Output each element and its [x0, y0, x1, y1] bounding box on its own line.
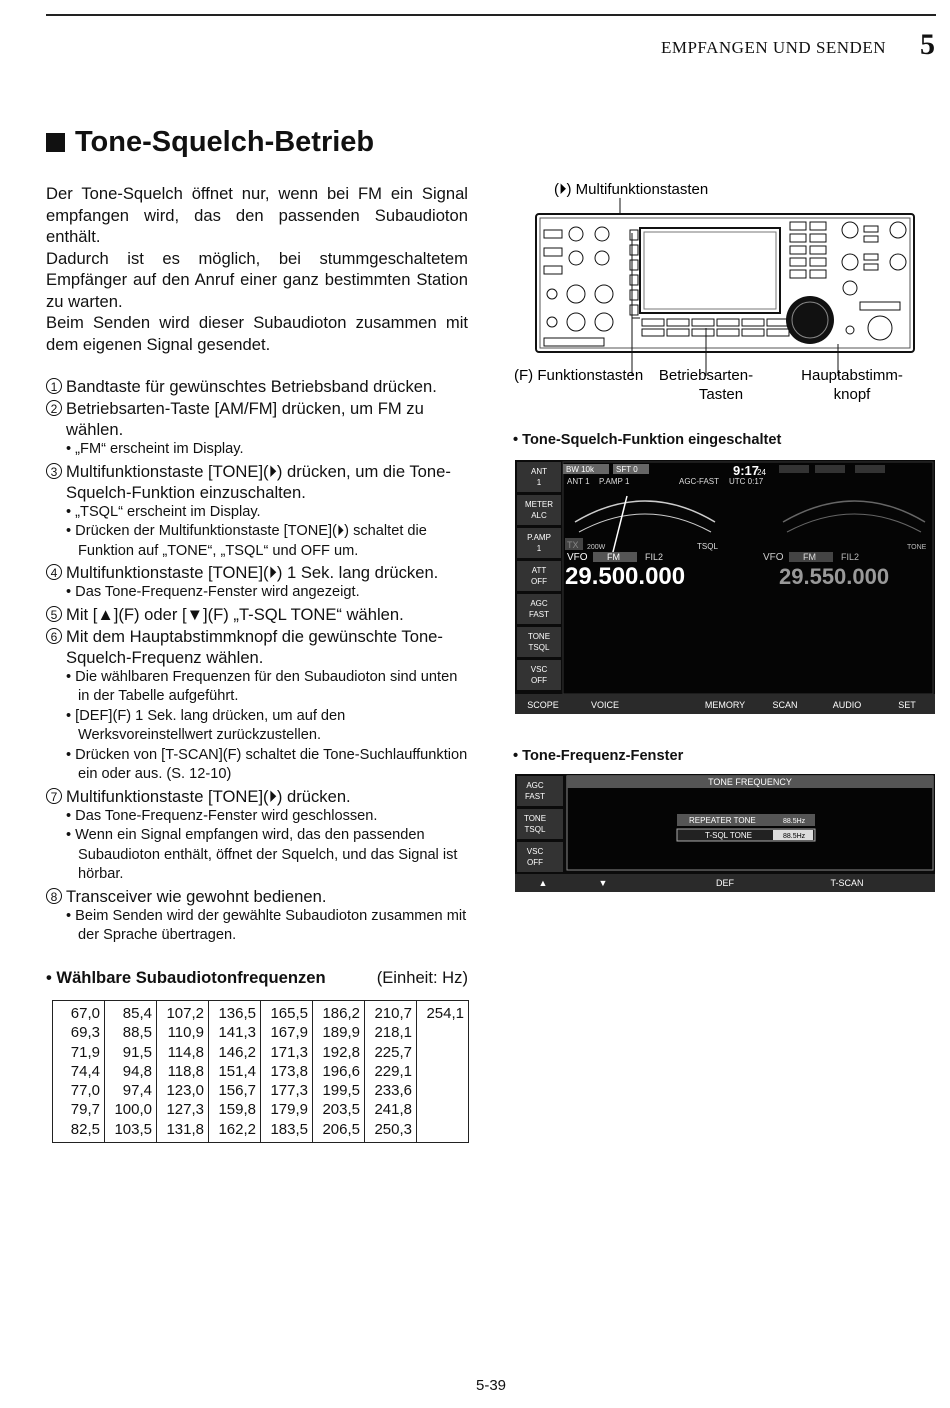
- step-number: 1: [46, 378, 62, 394]
- step-item: [46, 604, 468, 625]
- main-frequency: 29.500.000: [565, 563, 686, 590]
- t-scan-key: T-SCAN: [830, 878, 864, 888]
- table-cell: 71,9: [70, 1043, 100, 1061]
- step-text: Transceiver wie gewohnt bedienen.: [66, 886, 327, 906]
- step-number: 5: [46, 606, 62, 622]
- table-cell: 199,5: [322, 1082, 360, 1100]
- table-cell: 241,8: [374, 1101, 412, 1119]
- table-cell: 91,5: [122, 1043, 152, 1061]
- pamp-readout: P.AMP 1: [599, 477, 630, 486]
- table-cell: 229,1: [374, 1062, 412, 1080]
- table-cell: 171,3: [270, 1043, 308, 1061]
- step-note: • Das Tone-Frequenz-Fenster wird geschlossen.: [66, 807, 378, 824]
- label-function-keys: (F) Funktionstasten: [514, 367, 644, 384]
- square-bullet-icon: [46, 133, 65, 152]
- step-list: [46, 375, 468, 946]
- running-title: EMPFANGEN UND SENDEN: [660, 38, 886, 57]
- repeater-tone-value: 88.5Hz: [783, 818, 806, 825]
- table-cell: 177,3: [270, 1082, 308, 1100]
- section-title: Tone-Squelch-Betrieb: [75, 126, 375, 158]
- table-cell: [421, 1023, 464, 1042]
- table-cell: 131,8: [166, 1120, 204, 1138]
- table-cell: [421, 1100, 464, 1119]
- step-number: 7: [46, 788, 62, 804]
- table-cell: 136,5: [218, 1005, 256, 1022]
- table-cell: 74,4: [70, 1062, 100, 1080]
- tone-indicator: TONE: [907, 544, 927, 551]
- softkey-label: P.AMP: [527, 533, 551, 542]
- clock-seconds: 24: [757, 468, 766, 477]
- table-cell: 192,8: [322, 1043, 360, 1061]
- table-cell: [421, 1062, 464, 1081]
- softkey-label: AGC: [526, 781, 544, 790]
- step-item: [46, 626, 468, 668]
- softkey-label: TONE: [523, 814, 547, 823]
- table-column: [313, 1001, 365, 1143]
- table-column: [261, 1001, 313, 1143]
- step-item: [46, 376, 468, 397]
- tone-frequency-window-screenshot: [515, 774, 935, 892]
- softkey-label: ANT: [531, 467, 547, 476]
- softkey-value: FAST: [528, 610, 550, 619]
- table-cell: 183,5: [270, 1120, 308, 1138]
- table-cell: 151,4: [218, 1062, 256, 1080]
- frequency-table: [52, 1000, 469, 1143]
- table-cell: 210,7: [374, 1005, 412, 1022]
- table-column: [365, 1001, 417, 1143]
- table-cell: 203,5: [322, 1101, 360, 1119]
- softkey-value: 1: [536, 544, 542, 553]
- label-multifunction-keys: (⏵) Multifunktionstasten: [554, 181, 709, 198]
- def-key: DEF: [716, 878, 734, 888]
- table-cell: 123,0: [166, 1082, 204, 1100]
- step-item: [46, 562, 468, 583]
- table-cell: 103,5: [114, 1120, 152, 1138]
- tx-indicator: TX: [567, 540, 579, 550]
- function-key-voice: VOICE: [590, 700, 620, 710]
- table-cell: [421, 1120, 464, 1139]
- filter-label: FIL2: [645, 552, 664, 562]
- up-key: ▲: [538, 878, 548, 888]
- figure2-caption: • Tone-Squelch-Funktion eingeschaltet: [513, 432, 782, 448]
- table-cell: 94,8: [122, 1062, 152, 1080]
- sub-vfo-label: VFO: [763, 552, 784, 563]
- step-note: • Drücken von [T-SCAN](F) schaltet die Tone-Suchlauffunktion ein oder aus. (S. 12-10): [66, 746, 468, 782]
- softkey-label: VSC: [530, 665, 548, 674]
- table-cell: 179,9: [270, 1101, 308, 1119]
- function-key-memory: MEMORY: [704, 700, 746, 710]
- step-number: 6: [46, 628, 62, 644]
- softkey-value: TSQL: [528, 643, 550, 652]
- softkey-label: AGC: [530, 599, 548, 608]
- step-item: [46, 886, 468, 907]
- softkey-label: METER: [525, 500, 553, 509]
- step-note: • Die wählbaren Frequenzen für den Subaudioton sind unten in der Tabelle aufgeführt.: [66, 668, 458, 704]
- softkey-value: OFF: [531, 676, 547, 685]
- radio-display: [640, 228, 780, 313]
- table-cell: 88,5: [122, 1024, 152, 1042]
- power-readout: 200W: [587, 544, 606, 551]
- step-note-text: „TSQL“ erscheint im Display.: [75, 503, 261, 520]
- table-cell: 186,2: [322, 1005, 360, 1022]
- table-cell: 97,4: [122, 1082, 152, 1100]
- step-text: Mit [▲](F) oder [▼](F) „T-SQL TONE“ wählen.: [66, 604, 404, 624]
- step-note: • „TSQL“ erscheint im Display.: [66, 503, 261, 520]
- table-cell: 77,0: [70, 1082, 100, 1100]
- function-key-set: SET: [898, 700, 916, 710]
- step-item: [46, 398, 468, 440]
- step-note-text: Das Tone-Frequenz-Fenster wird angezeigt.: [75, 584, 360, 600]
- table-column: [105, 1001, 157, 1143]
- table-cell: 127,3: [166, 1101, 204, 1119]
- table-cell: 107,2: [166, 1005, 204, 1022]
- table-column: [417, 1001, 469, 1143]
- table-heading: [46, 968, 468, 988]
- table-column: [209, 1001, 261, 1143]
- chapter-number: 5: [920, 28, 935, 61]
- tsql-indicator: TSQL: [697, 542, 718, 551]
- main-tuning-knob: [786, 296, 834, 344]
- section-heading: [46, 126, 374, 159]
- table-cell: 114,8: [167, 1043, 204, 1061]
- page-number: 5-39: [476, 1377, 507, 1394]
- table-cell: 159,8: [218, 1101, 256, 1119]
- table-cell: 167,9: [270, 1024, 308, 1042]
- sft-readout: SFT 0: [616, 465, 638, 474]
- table-cell: 250,3: [374, 1120, 412, 1138]
- step-note: • Beim Senden wird der gewählte Subaudioton zusammen mit der Sprache übertragen.: [66, 907, 467, 943]
- table-cell: 173,8: [270, 1062, 308, 1080]
- table-cell: 206,5: [322, 1120, 360, 1138]
- step-number: 3: [46, 463, 62, 479]
- table-cell: 79,7: [70, 1101, 100, 1119]
- softkey-value: 1: [536, 478, 542, 487]
- step-text: Betriebsarten-Taste [AM/FM] drücken, um FM zu wählen.: [66, 399, 424, 439]
- step-text: Bandtaste für gewünschtes Betriebsband drücken.: [66, 377, 437, 396]
- table-cell: 196,6: [322, 1062, 360, 1080]
- function-key-scope: SCOPE: [527, 700, 559, 710]
- table-cell: 162,2: [218, 1120, 256, 1138]
- sub-mode-label: FM: [803, 552, 816, 562]
- label-main-knob: Hauptabstimm-: [801, 367, 903, 384]
- step-note-text: Das Tone-Frequenz-Fenster wird geschlossen.: [75, 807, 378, 824]
- table-cell: 141,3: [218, 1024, 256, 1042]
- step-note-text: Beim Senden wird der gewählte Subaudioton zusammen mit der Sprache übertragen.: [75, 907, 467, 943]
- softkey-value: ALC: [531, 511, 547, 520]
- softkey-value: FAST: [524, 792, 546, 801]
- softkey-label: TONE: [527, 632, 551, 641]
- agc-readout: AGC-FAST: [679, 477, 720, 486]
- table-cell: 85,4: [122, 1005, 152, 1022]
- step-item: [46, 786, 468, 807]
- step-number: 4: [46, 564, 62, 580]
- table-column: [157, 1001, 209, 1143]
- vfo-label: VFO: [567, 552, 588, 563]
- table-cell: 233,6: [374, 1082, 412, 1100]
- tsql-tone-label: T-SQL TONE: [705, 831, 752, 840]
- tsql-tone-value: 88.5Hz: [783, 833, 806, 840]
- step-note: • [DEF](F) 1 Sek. lang drücken, um auf den Werksvoreinstellwert zurückzustellen.: [66, 707, 346, 743]
- softkey-label: VSC: [526, 847, 544, 856]
- step-number: 8: [46, 888, 62, 904]
- table-cell: 67,0: [70, 1005, 100, 1022]
- function-key-scan: SCAN: [772, 700, 798, 710]
- table-cell: 146,2: [218, 1043, 256, 1061]
- step-note: • Drücken der Multifunktionstaste [TONE](⏵) schaltet die Funktion auf „TONE“, „TSQL“ und OFF um.: [66, 523, 427, 559]
- clock: 9:17: [733, 463, 760, 478]
- softkey-value: OFF: [531, 577, 547, 586]
- label-main-knob-2: knopf: [833, 386, 871, 403]
- bw-readout: BW 10k: [566, 465, 595, 474]
- step-note-text: Wenn ein Signal empfangen wird, das den passenden Subaudioton enthält, öffnet der Squelch, und das Signal ist hörbar.: [75, 827, 458, 882]
- table-cell: 189,9: [322, 1024, 360, 1042]
- softkey-label: ATT: [531, 566, 547, 575]
- table-cell: 110,9: [167, 1024, 204, 1042]
- table-cell: 100,0: [114, 1101, 152, 1119]
- step-note-text: Drücken von [T-SCAN](F) schaltet die Tone-Suchlauffunktion ein oder aus. (S. 12-10): [75, 746, 468, 782]
- step-note: • Wenn ein Signal empfangen wird, das den passenden Subaudioton enthält, öffnet der Squelch, und das Signal ist hörbar.: [66, 827, 458, 882]
- table-cell: 225,7: [374, 1043, 412, 1061]
- down-key: ▼: [598, 878, 608, 888]
- table-title: • Wählbare Subaudiotonfrequenzen: [46, 968, 326, 987]
- label-mode-keys: Betriebsarten-: [658, 367, 754, 384]
- intro-paragraph: Beim Senden wird dieser Subaudioton zusammen mit dem eigenen Signal gesendet.: [46, 313, 468, 354]
- step-note: • „FM“ erscheint im Display.: [66, 441, 244, 457]
- table-cell: [421, 1081, 464, 1100]
- table-column: [53, 1001, 105, 1143]
- softkey-value: TSQL: [524, 825, 546, 834]
- display-tsql-screenshot: [515, 460, 935, 714]
- step-note-text: [DEF](F) 1 Sek. lang drücken, um auf den Werksvoreinstellwert zurückzustellen.: [75, 707, 346, 743]
- ant-readout: ANT 1: [567, 477, 590, 486]
- table-cell: 254,1: [426, 1005, 464, 1022]
- step-note-text: Drücken der Multifunktionstaste [TONE](⏵) schaltet die Funktion auf „TONE“, „TSQL“ und OFF um.: [75, 523, 427, 559]
- label-mode-keys-2: Tasten: [698, 386, 744, 403]
- table-cell: [421, 1043, 464, 1062]
- step-text: Multifunktionstaste [TONE](⏵) 1 Sek. lang drücken.: [66, 563, 439, 582]
- header-rule: [46, 14, 936, 16]
- utc-clock: UTC 0:17: [729, 477, 764, 486]
- table-cell: 156,7: [218, 1082, 256, 1100]
- table-cell: 218,1: [374, 1024, 412, 1042]
- transceiver-front-panel-figure: [510, 178, 930, 408]
- step-text: Multifunktionstaste [TONE](⏵) drücken, um die Tone-Squelch-Funktion einzuschalten.: [66, 461, 451, 502]
- step-text: Multifunktionstaste [TONE](⏵) drücken.: [66, 786, 351, 806]
- function-key-audio: AUDIO: [832, 700, 862, 710]
- repeater-tone-label: REPEATER TONE: [689, 816, 756, 825]
- table-cell: 82,5: [70, 1120, 100, 1138]
- intro-paragraph: Dadurch ist es möglich, bei stummgeschaltetem Empfänger auf den Anruf einer ganz bestimmten Station zu warten.: [46, 248, 468, 311]
- table-unit: (Einheit: Hz): [376, 968, 468, 987]
- step-number: 2: [46, 400, 62, 416]
- table-cell: 118,8: [167, 1062, 204, 1080]
- figure3-caption: • Tone-Frequenz-Fenster: [513, 748, 684, 764]
- mode-label: FM: [607, 552, 620, 562]
- softkey-value: OFF: [527, 858, 543, 867]
- step-note: • Das Tone-Frequenz-Fenster wird angezeigt.: [66, 584, 360, 600]
- step-note-text: Die wählbaren Frequenzen für den Subaudioton sind unten in der Tabelle aufgeführt.: [75, 668, 458, 704]
- window-title: TONE FREQUENCY: [708, 777, 792, 787]
- sub-frequency: 29.550.000: [779, 564, 890, 589]
- step-note-text: „FM“ erscheint im Display.: [75, 441, 244, 457]
- intro-text: [46, 183, 468, 355]
- step-item: [46, 461, 468, 503]
- table-cell: 165,5: [270, 1005, 308, 1022]
- intro-paragraph: Der Tone-Squelch öffnet nur, wenn bei FM ein Signal empfangen wird, das den passenden Subaudioton enthält.: [46, 184, 468, 246]
- table-cell: 69,3: [70, 1024, 100, 1042]
- step-text: Mit dem Hauptabstimmknopf die gewünschte Tone-Squelch-Frequenz wählen.: [66, 626, 443, 667]
- sub-filter-label: FIL2: [841, 552, 860, 562]
